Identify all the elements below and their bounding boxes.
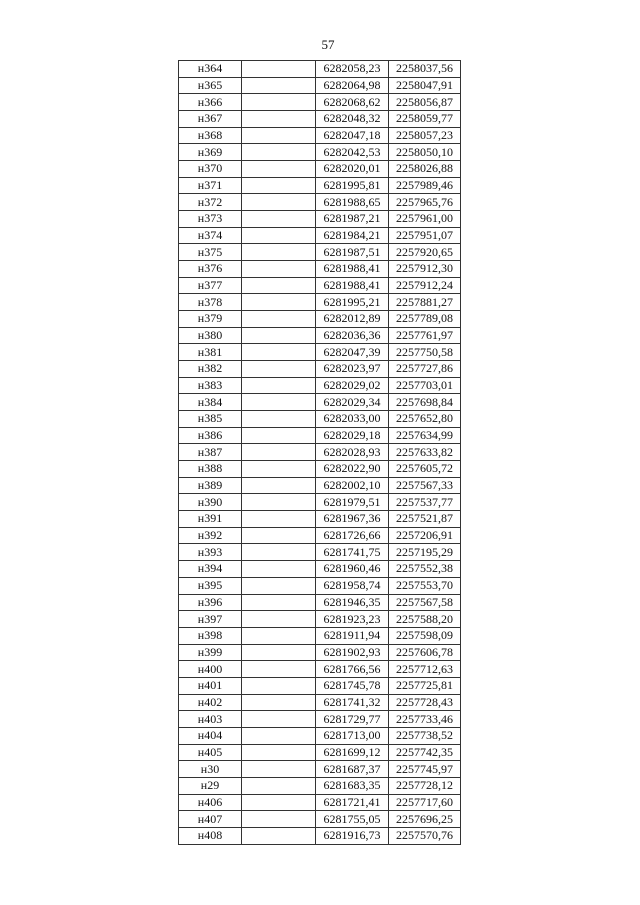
- table-row: [179, 694, 461, 711]
- table-row: [179, 277, 461, 294]
- point-id-cell: н398: [179, 627, 242, 644]
- x-coordinate-cell: 6281984,21: [316, 227, 389, 244]
- point-id-cell: н379: [179, 311, 242, 328]
- x-coordinate-cell: 6281916,73: [316, 827, 389, 844]
- x-coordinate-cell: 6281766,56: [316, 661, 389, 678]
- table-row: [179, 477, 461, 494]
- blank-cell: [242, 161, 316, 178]
- blank-cell: [242, 777, 316, 794]
- table-row: [179, 127, 461, 144]
- x-coordinate-cell: 6281726,66: [316, 527, 389, 544]
- table-row: [179, 311, 461, 328]
- x-coordinate-cell: 6281755,05: [316, 811, 389, 828]
- blank-cell: [242, 294, 316, 311]
- y-coordinate-cell: 2257521,87: [389, 511, 461, 528]
- blank-cell: [242, 111, 316, 128]
- blank-cell: [242, 727, 316, 744]
- table-row: [179, 444, 461, 461]
- y-coordinate-cell: 2258047,91: [389, 77, 461, 94]
- y-coordinate-cell: 2257570,76: [389, 827, 461, 844]
- blank-cell: [242, 577, 316, 594]
- x-coordinate-cell: 6282029,34: [316, 394, 389, 411]
- blank-cell: [242, 477, 316, 494]
- y-coordinate-cell: 2257912,30: [389, 261, 461, 278]
- blank-cell: [242, 311, 316, 328]
- point-id-cell: н402: [179, 694, 242, 711]
- blank-cell: [242, 427, 316, 444]
- x-coordinate-cell: 6282064,98: [316, 77, 389, 94]
- point-id-cell: н391: [179, 511, 242, 528]
- point-id-cell: н386: [179, 427, 242, 444]
- table-row: [179, 61, 461, 78]
- point-id-cell: н30: [179, 761, 242, 778]
- x-coordinate-cell: 6281729,77: [316, 711, 389, 728]
- table-row: [179, 777, 461, 794]
- table-row: [179, 577, 461, 594]
- y-coordinate-cell: 2257606,78: [389, 644, 461, 661]
- point-id-cell: н394: [179, 561, 242, 578]
- blank-cell: [242, 761, 316, 778]
- point-id-cell: н393: [179, 544, 242, 561]
- x-coordinate-cell: 6282020,01: [316, 161, 389, 178]
- point-id-cell: н399: [179, 644, 242, 661]
- y-coordinate-cell: 2258056,87: [389, 94, 461, 111]
- point-id-cell: н376: [179, 261, 242, 278]
- x-coordinate-cell: 6281902,93: [316, 644, 389, 661]
- table-row: [179, 294, 461, 311]
- x-coordinate-cell: 6282033,00: [316, 411, 389, 428]
- y-coordinate-cell: 2257195,29: [389, 544, 461, 561]
- x-coordinate-cell: 6282023,97: [316, 361, 389, 378]
- blank-cell: [242, 594, 316, 611]
- y-coordinate-cell: 2257567,58: [389, 594, 461, 611]
- blank-cell: [242, 694, 316, 711]
- table-row: [179, 711, 461, 728]
- y-coordinate-cell: 2257728,43: [389, 694, 461, 711]
- x-coordinate-cell: 6281988,41: [316, 277, 389, 294]
- point-id-cell: н381: [179, 344, 242, 361]
- y-coordinate-cell: 2257912,24: [389, 277, 461, 294]
- blank-cell: [242, 61, 316, 78]
- point-id-cell: н378: [179, 294, 242, 311]
- point-id-cell: н390: [179, 494, 242, 511]
- table-row: [179, 244, 461, 261]
- y-coordinate-cell: 2258037,56: [389, 61, 461, 78]
- blank-cell: [242, 627, 316, 644]
- y-coordinate-cell: 2258057,23: [389, 127, 461, 144]
- y-coordinate-cell: 2257698,84: [389, 394, 461, 411]
- table-row: [179, 261, 461, 278]
- x-coordinate-cell: 6281683,35: [316, 777, 389, 794]
- x-coordinate-cell: 6282036,36: [316, 327, 389, 344]
- table-row: [179, 111, 461, 128]
- point-id-cell: н366: [179, 94, 242, 111]
- point-id-cell: н382: [179, 361, 242, 378]
- y-coordinate-cell: 2257605,72: [389, 461, 461, 478]
- page-number: 57: [321, 37, 335, 52]
- table-row: [179, 227, 461, 244]
- y-coordinate-cell: 2257567,33: [389, 477, 461, 494]
- y-coordinate-cell: 2257738,52: [389, 727, 461, 744]
- x-coordinate-cell: 6281721,41: [316, 794, 389, 811]
- point-id-cell: н403: [179, 711, 242, 728]
- x-coordinate-cell: 6281988,41: [316, 261, 389, 278]
- table-row: [179, 327, 461, 344]
- table-row: [179, 727, 461, 744]
- table-row: [179, 677, 461, 694]
- blank-cell: [242, 527, 316, 544]
- blank-cell: [242, 194, 316, 211]
- x-coordinate-cell: 6282028,93: [316, 444, 389, 461]
- x-coordinate-cell: 6281995,21: [316, 294, 389, 311]
- table-row: [179, 827, 461, 844]
- point-id-cell: н389: [179, 477, 242, 494]
- table-row: [179, 427, 461, 444]
- y-coordinate-cell: 2257652,80: [389, 411, 461, 428]
- y-coordinate-cell: 2257727,86: [389, 361, 461, 378]
- blank-cell: [242, 544, 316, 561]
- point-id-cell: н374: [179, 227, 242, 244]
- y-coordinate-cell: 2257712,63: [389, 661, 461, 678]
- x-coordinate-cell: 6281911,94: [316, 627, 389, 644]
- point-id-cell: н371: [179, 177, 242, 194]
- blank-cell: [242, 127, 316, 144]
- point-id-cell: н388: [179, 461, 242, 478]
- y-coordinate-cell: 2257733,46: [389, 711, 461, 728]
- x-coordinate-cell: 6281967,36: [316, 511, 389, 528]
- blank-cell: [242, 511, 316, 528]
- table-row: [179, 211, 461, 228]
- table-row: [179, 361, 461, 378]
- x-coordinate-cell: 6282029,18: [316, 427, 389, 444]
- blank-cell: [242, 461, 316, 478]
- x-coordinate-cell: 6281958,74: [316, 577, 389, 594]
- point-id-cell: н401: [179, 677, 242, 694]
- table-row: [179, 794, 461, 811]
- y-coordinate-cell: 2257742,35: [389, 744, 461, 761]
- y-coordinate-cell: 2257703,01: [389, 377, 461, 394]
- blank-cell: [242, 144, 316, 161]
- blank-cell: [242, 327, 316, 344]
- x-coordinate-cell: 6282048,32: [316, 111, 389, 128]
- blank-cell: [242, 611, 316, 628]
- x-coordinate-cell: 6281741,32: [316, 694, 389, 711]
- x-coordinate-cell: 6282012,89: [316, 311, 389, 328]
- blank-cell: [242, 227, 316, 244]
- blank-cell: [242, 661, 316, 678]
- y-coordinate-cell: 2257965,76: [389, 194, 461, 211]
- y-coordinate-cell: 2257728,12: [389, 777, 461, 794]
- x-coordinate-cell: 6281960,46: [316, 561, 389, 578]
- blank-cell: [242, 361, 316, 378]
- x-coordinate-cell: 6282068,62: [316, 94, 389, 111]
- table-row: [179, 344, 461, 361]
- blank-cell: [242, 794, 316, 811]
- point-id-cell: н397: [179, 611, 242, 628]
- blank-cell: [242, 444, 316, 461]
- point-id-cell: н364: [179, 61, 242, 78]
- x-coordinate-cell: 6281687,37: [316, 761, 389, 778]
- table-row: [179, 377, 461, 394]
- point-id-cell: н369: [179, 144, 242, 161]
- blank-cell: [242, 827, 316, 844]
- point-id-cell: н372: [179, 194, 242, 211]
- blank-cell: [242, 177, 316, 194]
- y-coordinate-cell: 2257206,91: [389, 527, 461, 544]
- table-row: [179, 494, 461, 511]
- point-id-cell: н400: [179, 661, 242, 678]
- y-coordinate-cell: 2257633,82: [389, 444, 461, 461]
- point-id-cell: н396: [179, 594, 242, 611]
- table-row: [179, 511, 461, 528]
- table-row: [179, 77, 461, 94]
- point-id-cell: н377: [179, 277, 242, 294]
- point-id-cell: н384: [179, 394, 242, 411]
- y-coordinate-cell: 2257588,20: [389, 611, 461, 628]
- x-coordinate-cell: 6281741,75: [316, 544, 389, 561]
- x-coordinate-cell: 6281995,81: [316, 177, 389, 194]
- y-coordinate-cell: 2257552,38: [389, 561, 461, 578]
- table-row: [179, 744, 461, 761]
- x-coordinate-cell: 6281699,12: [316, 744, 389, 761]
- point-id-cell: н408: [179, 827, 242, 844]
- y-coordinate-cell: 2257717,60: [389, 794, 461, 811]
- x-coordinate-cell: 6282058,23: [316, 61, 389, 78]
- y-coordinate-cell: 2257553,70: [389, 577, 461, 594]
- blank-cell: [242, 377, 316, 394]
- table-row: [179, 94, 461, 111]
- point-id-cell: н383: [179, 377, 242, 394]
- point-id-cell: н387: [179, 444, 242, 461]
- table-row: [179, 394, 461, 411]
- table-row: [179, 144, 461, 161]
- table-row: [179, 411, 461, 428]
- table-row: [179, 561, 461, 578]
- table-row: [179, 661, 461, 678]
- blank-cell: [242, 244, 316, 261]
- table-row: [179, 761, 461, 778]
- y-coordinate-cell: 2257634,99: [389, 427, 461, 444]
- point-id-cell: н368: [179, 127, 242, 144]
- point-id-cell: н375: [179, 244, 242, 261]
- x-coordinate-cell: 6281988,65: [316, 194, 389, 211]
- blank-cell: [242, 277, 316, 294]
- point-id-cell: н385: [179, 411, 242, 428]
- point-id-cell: н365: [179, 77, 242, 94]
- point-id-cell: н405: [179, 744, 242, 761]
- x-coordinate-cell: 6281987,21: [316, 211, 389, 228]
- point-id-cell: н407: [179, 811, 242, 828]
- point-id-cell: н404: [179, 727, 242, 744]
- y-coordinate-cell: 2257989,46: [389, 177, 461, 194]
- x-coordinate-cell: 6282042,53: [316, 144, 389, 161]
- y-coordinate-cell: 2257725,81: [389, 677, 461, 694]
- y-coordinate-cell: 2257881,27: [389, 294, 461, 311]
- x-coordinate-cell: 6281745,78: [316, 677, 389, 694]
- table-row: [179, 811, 461, 828]
- y-coordinate-cell: 2257961,00: [389, 211, 461, 228]
- table-row: [179, 544, 461, 561]
- blank-cell: [242, 261, 316, 278]
- blank-cell: [242, 394, 316, 411]
- x-coordinate-cell: 6281946,35: [316, 594, 389, 611]
- table-row: [179, 594, 461, 611]
- blank-cell: [242, 494, 316, 511]
- y-coordinate-cell: 2257789,08: [389, 311, 461, 328]
- point-id-cell: н370: [179, 161, 242, 178]
- blank-cell: [242, 561, 316, 578]
- table-row: [179, 194, 461, 211]
- point-id-cell: н380: [179, 327, 242, 344]
- blank-cell: [242, 77, 316, 94]
- point-id-cell: н367: [179, 111, 242, 128]
- x-coordinate-cell: 6281979,51: [316, 494, 389, 511]
- x-coordinate-cell: 6282047,39: [316, 344, 389, 361]
- y-coordinate-cell: 2257598,09: [389, 627, 461, 644]
- y-coordinate-cell: 2257750,58: [389, 344, 461, 361]
- x-coordinate-cell: 6281923,23: [316, 611, 389, 628]
- y-coordinate-cell: 2258026,88: [389, 161, 461, 178]
- blank-cell: [242, 344, 316, 361]
- y-coordinate-cell: 2257745,97: [389, 761, 461, 778]
- point-id-cell: н29: [179, 777, 242, 794]
- x-coordinate-cell: 6282022,90: [316, 461, 389, 478]
- x-coordinate-cell: 6282047,18: [316, 127, 389, 144]
- table-row: [179, 161, 461, 178]
- point-id-cell: н395: [179, 577, 242, 594]
- table-row: [179, 527, 461, 544]
- blank-cell: [242, 811, 316, 828]
- point-id-cell: н392: [179, 527, 242, 544]
- point-id-cell: н406: [179, 794, 242, 811]
- table-row: [179, 644, 461, 661]
- blank-cell: [242, 744, 316, 761]
- x-coordinate-cell: 6281987,51: [316, 244, 389, 261]
- blank-cell: [242, 711, 316, 728]
- x-coordinate-cell: 6282002,10: [316, 477, 389, 494]
- x-coordinate-cell: 6281713,00: [316, 727, 389, 744]
- y-coordinate-cell: 2257920,65: [389, 244, 461, 261]
- point-id-cell: н373: [179, 211, 242, 228]
- y-coordinate-cell: 2258050,10: [389, 144, 461, 161]
- table-row: [179, 461, 461, 478]
- table-row: [179, 627, 461, 644]
- blank-cell: [242, 411, 316, 428]
- y-coordinate-cell: 2257951,07: [389, 227, 461, 244]
- y-coordinate-cell: 2257761,97: [389, 327, 461, 344]
- x-coordinate-cell: 6282029,02: [316, 377, 389, 394]
- table-row: [179, 611, 461, 628]
- y-coordinate-cell: 2257537,77: [389, 494, 461, 511]
- blank-cell: [242, 677, 316, 694]
- table-row: [179, 177, 461, 194]
- y-coordinate-cell: 2257696,25: [389, 811, 461, 828]
- blank-cell: [242, 644, 316, 661]
- y-coordinate-cell: 2258059,77: [389, 111, 461, 128]
- coordinates-table: [178, 60, 461, 845]
- blank-cell: [242, 211, 316, 228]
- blank-cell: [242, 94, 316, 111]
